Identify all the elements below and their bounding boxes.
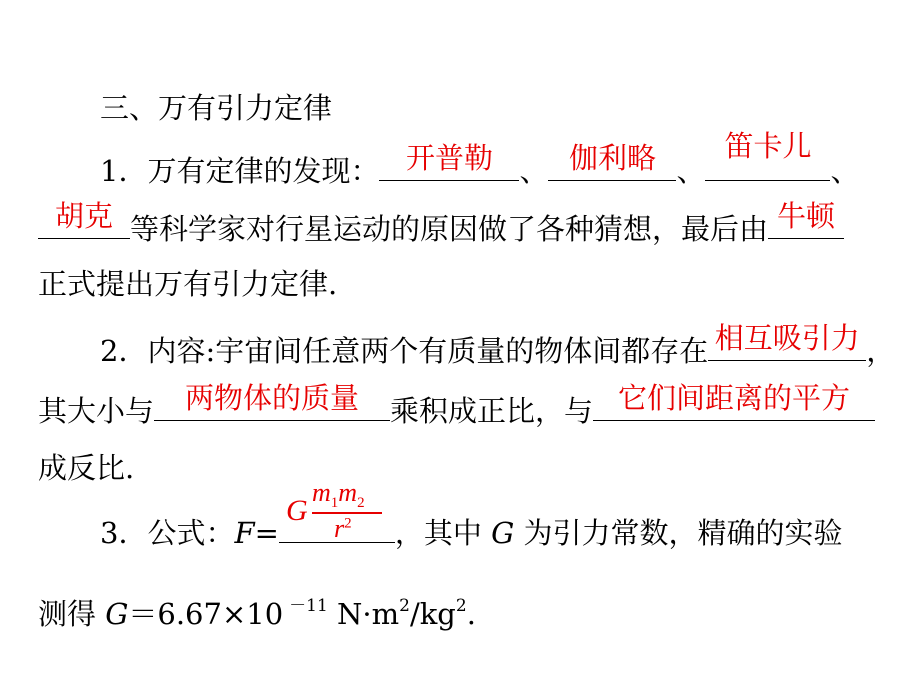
- gravity-constant-symbol: G: [491, 516, 515, 550]
- gravity-constant-symbol: G: [105, 597, 129, 631]
- blank-8: [593, 381, 875, 421]
- item1-end: 正式提出万有引力定律.: [38, 267, 338, 301]
- item1-mid: 等科学家对行星运动的原因做了各种猜想，最后由: [130, 212, 769, 246]
- item1-prefix: 1．万有定律的发现：: [100, 154, 380, 188]
- answer-hooke: 胡克: [54, 199, 113, 233]
- unit-a: N·m: [327, 597, 400, 631]
- item3-prefix: 3．公式：: [100, 516, 235, 550]
- blank-3: [705, 129, 830, 181]
- separator: 、: [676, 154, 706, 188]
- unit-sup: 2: [455, 596, 467, 616]
- item3-line2-prefix: 测得: [38, 597, 106, 631]
- answer-galileo: 伽利略: [568, 141, 656, 175]
- blank-7: [154, 381, 390, 421]
- answer-kepler: 开普勒: [405, 141, 493, 175]
- comma: ，: [866, 334, 896, 368]
- item3-after: ，其中: [394, 516, 492, 550]
- unit-sup: 2: [399, 596, 410, 616]
- period: .: [466, 597, 476, 631]
- formula-numerator: $m_1m_2$: [312, 478, 365, 512]
- answer-masses: 两物体的质量: [185, 381, 360, 415]
- blank-1: [379, 141, 519, 181]
- constant-value: ＝6.67×10: [128, 597, 284, 631]
- exponent: －11: [289, 596, 328, 616]
- item1-line1: [100, 129, 860, 189]
- item3-after2: 为引力常数，精确的实验: [514, 516, 843, 550]
- answer-mutual-attraction: 相互吸引力: [714, 321, 860, 355]
- item2-end: 成反比.: [38, 451, 135, 485]
- item2-prefix: 2．内容:宇宙间任意两个有质量的物体间都存在: [100, 334, 709, 368]
- formula-G: G: [286, 494, 308, 527]
- formula-denominator: $r^2$: [334, 514, 352, 543]
- item1-line2: [38, 199, 844, 247]
- blank-6: [708, 321, 866, 361]
- item3-line2: [38, 588, 476, 632]
- item3-line1: [100, 512, 843, 551]
- equals-sign: =: [254, 516, 279, 550]
- item2-line2: [38, 381, 875, 429]
- separator: 、: [830, 154, 860, 188]
- item2-line2-prefix: 其大小与: [38, 394, 155, 428]
- answer-descartes: 笛卡儿: [724, 129, 812, 163]
- answer-newton: 牛顿: [777, 199, 836, 233]
- blank-5: [768, 199, 844, 239]
- section-title: 三、万有引力定律: [100, 91, 333, 125]
- unit-b: /kg: [409, 597, 456, 631]
- force-symbol: F: [234, 516, 255, 550]
- gravitation-formula: [282, 478, 392, 548]
- blank-4: [38, 199, 130, 239]
- item2-line1: [100, 321, 896, 369]
- blank-2: [548, 141, 676, 181]
- separator: 、: [519, 154, 549, 188]
- answer-distance-squared: 它们间距离的平方: [618, 381, 851, 415]
- item2-mid: 乘积成正比，与: [390, 394, 594, 428]
